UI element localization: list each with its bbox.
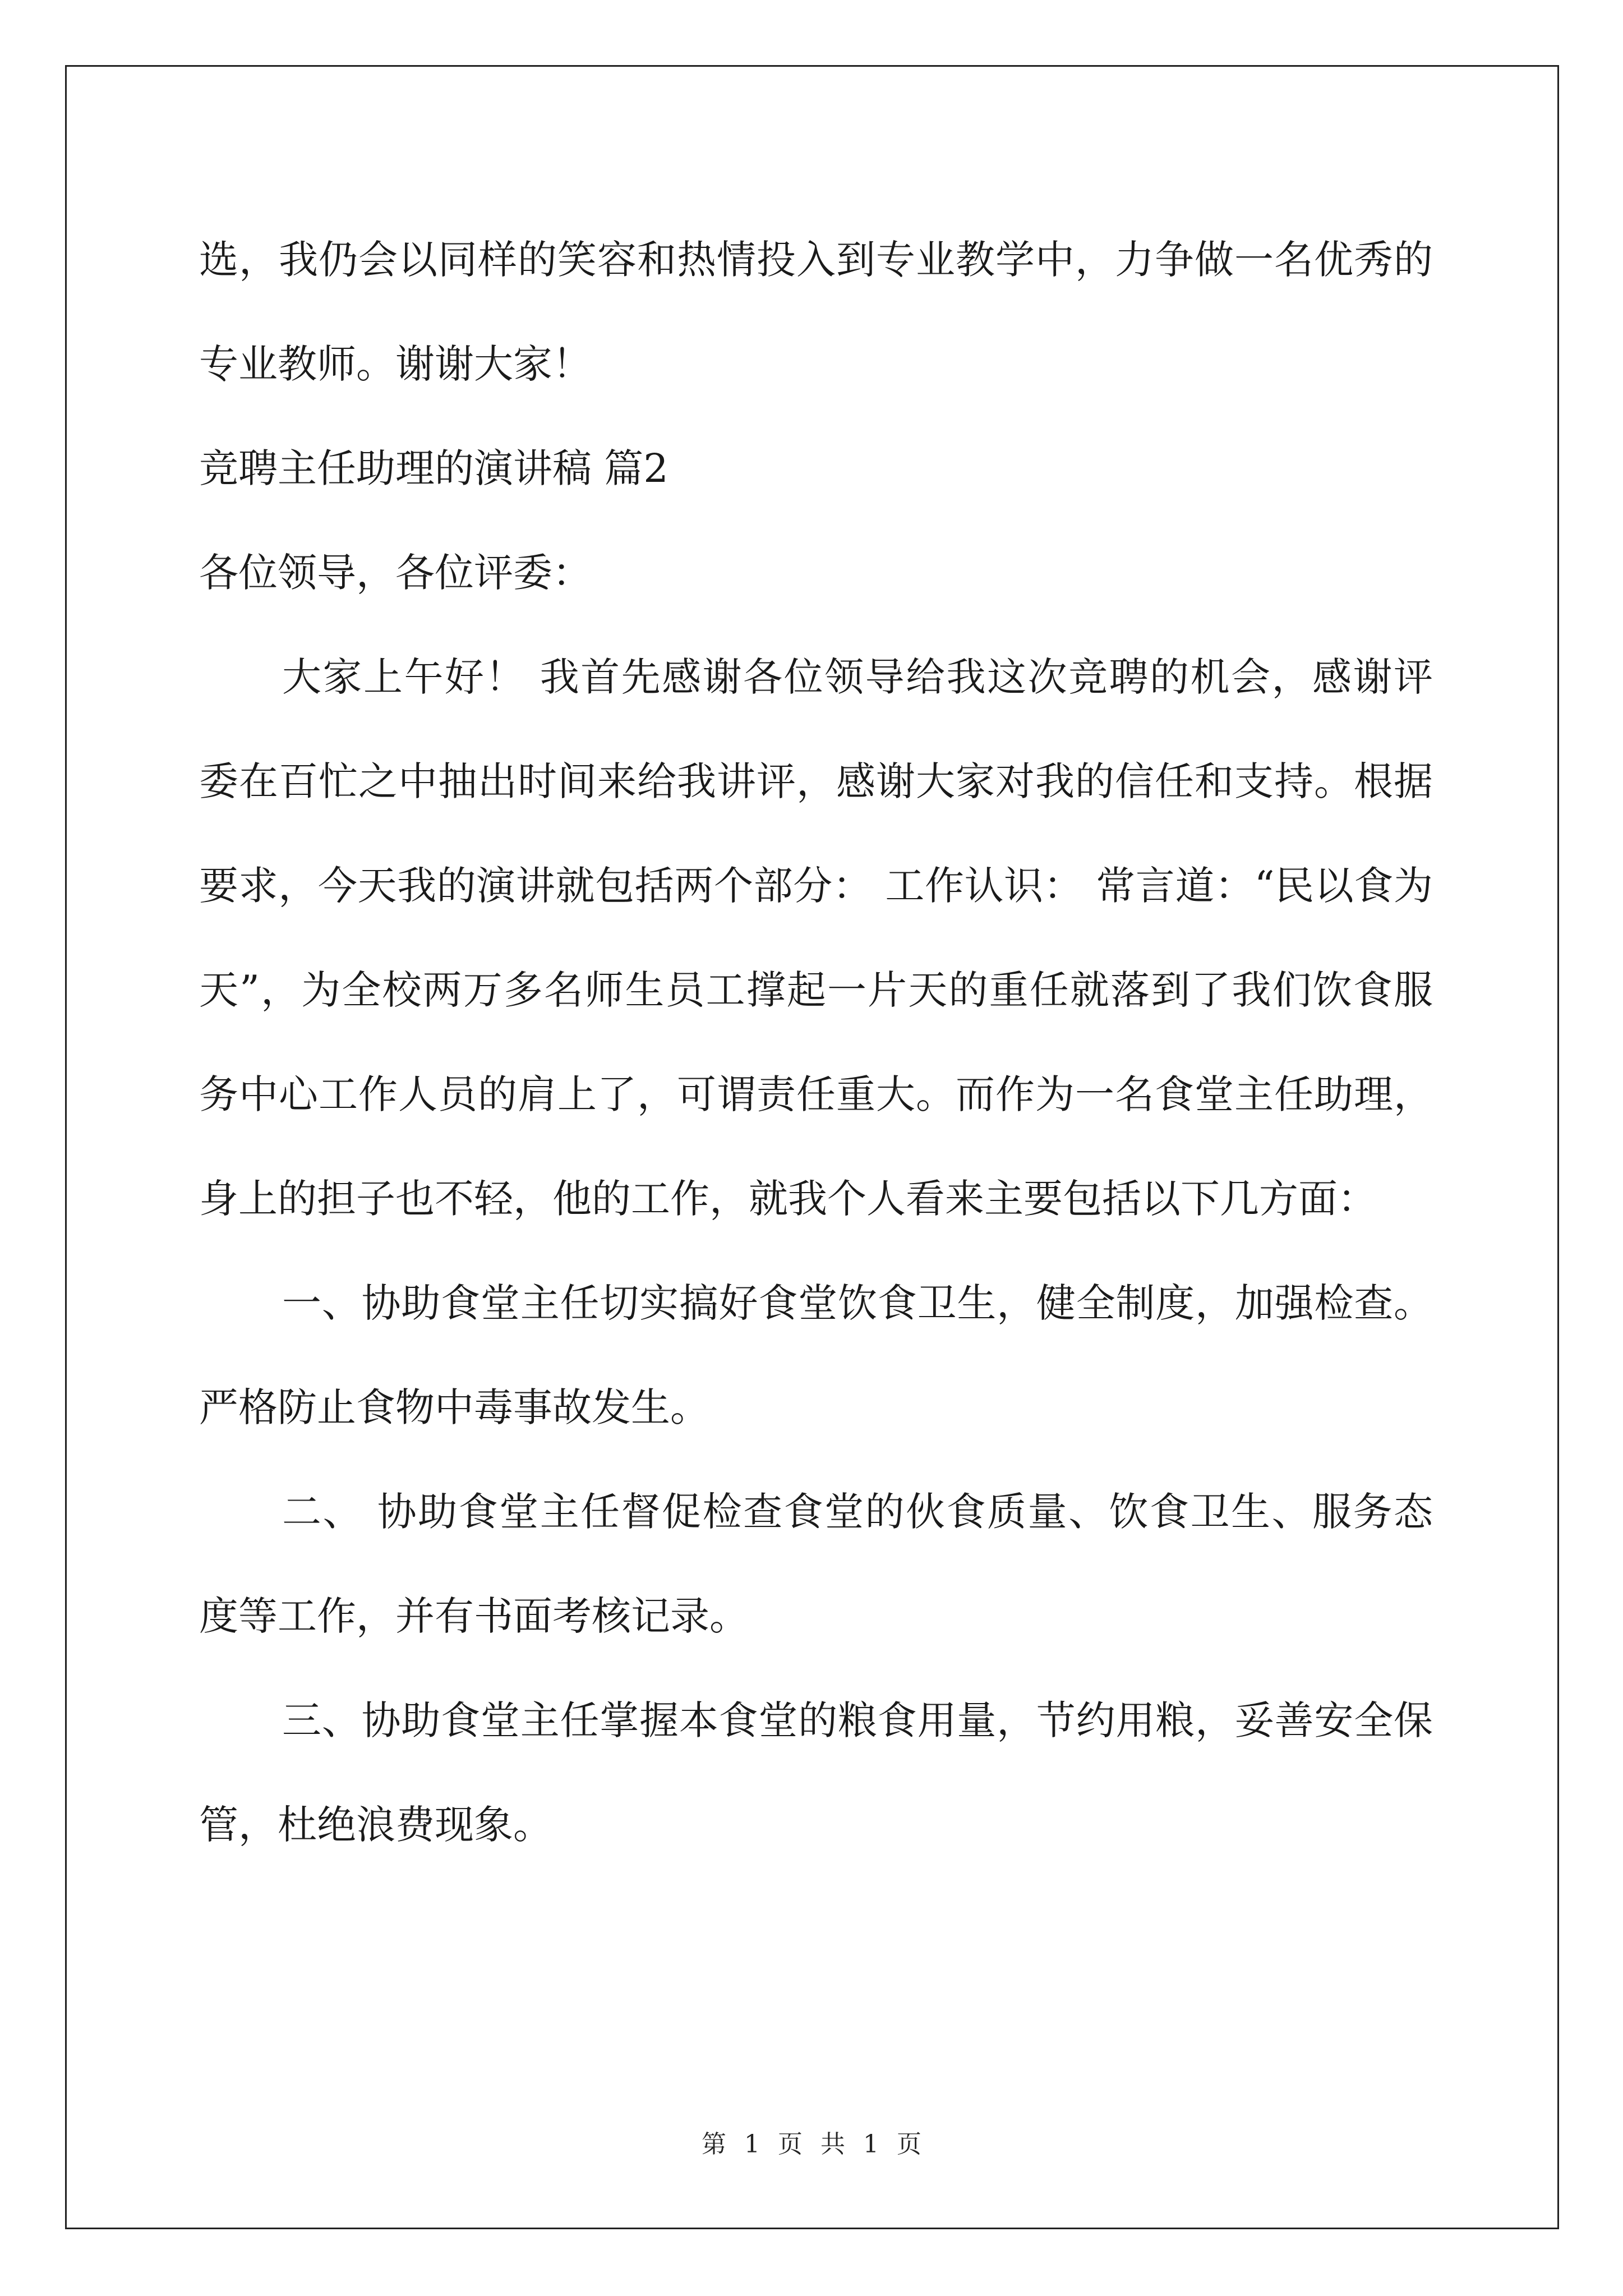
paragraph-item-3: 三、协助食堂主任掌握本食堂的粮食用量，节约用粮，妥善安全保管，杜绝浪费现象。 bbox=[199, 1697, 1433, 1848]
document-body bbox=[199, 208, 1433, 1877]
page-footer: 第 1 页 共 1 页 bbox=[702, 2130, 921, 2159]
section-title: 竞聘主任助理的演讲稿 篇2 bbox=[199, 445, 668, 491]
paragraph-item-1: 一、协助食堂主任切实搞好食堂饮食卫生，健全制度，加强检查。严格防止食物中毒事故发生。 bbox=[199, 1280, 1433, 1430]
paragraph-intro: 大家上午好！ 我首先感谢各位领导给我这次竞聘的机会，感谢评委在百忙之中抽出时间来给我讲评，感谢大家对我的信任和支持。根据要求，今天我的演讲就包括两个部分： 工作认识： 常言道：“民以食为天”，为全校两万多名师生员工撑起一片天的重任就落到了我们饮食服务中心工作人员的肩上了，可谓责任重大。而作为一名食堂主任助理，身上的担子也不轻，他的工作，就我个人看来主要包括以下几方面： bbox=[199, 654, 1433, 1222]
salutation: 各位领导，各位评委： bbox=[199, 550, 592, 596]
paragraph-item-2: 二、 协助食堂主任督促检查食堂的伙食质量、饮食卫生、服务态度等工作，并有书面考核记录。 bbox=[199, 1489, 1433, 1639]
paragraph-1: 选，我仍会以同样的笑容和热情投入到专业教学中，力争做一名优秀的专业教师。谢谢大家！ bbox=[199, 237, 1433, 387]
